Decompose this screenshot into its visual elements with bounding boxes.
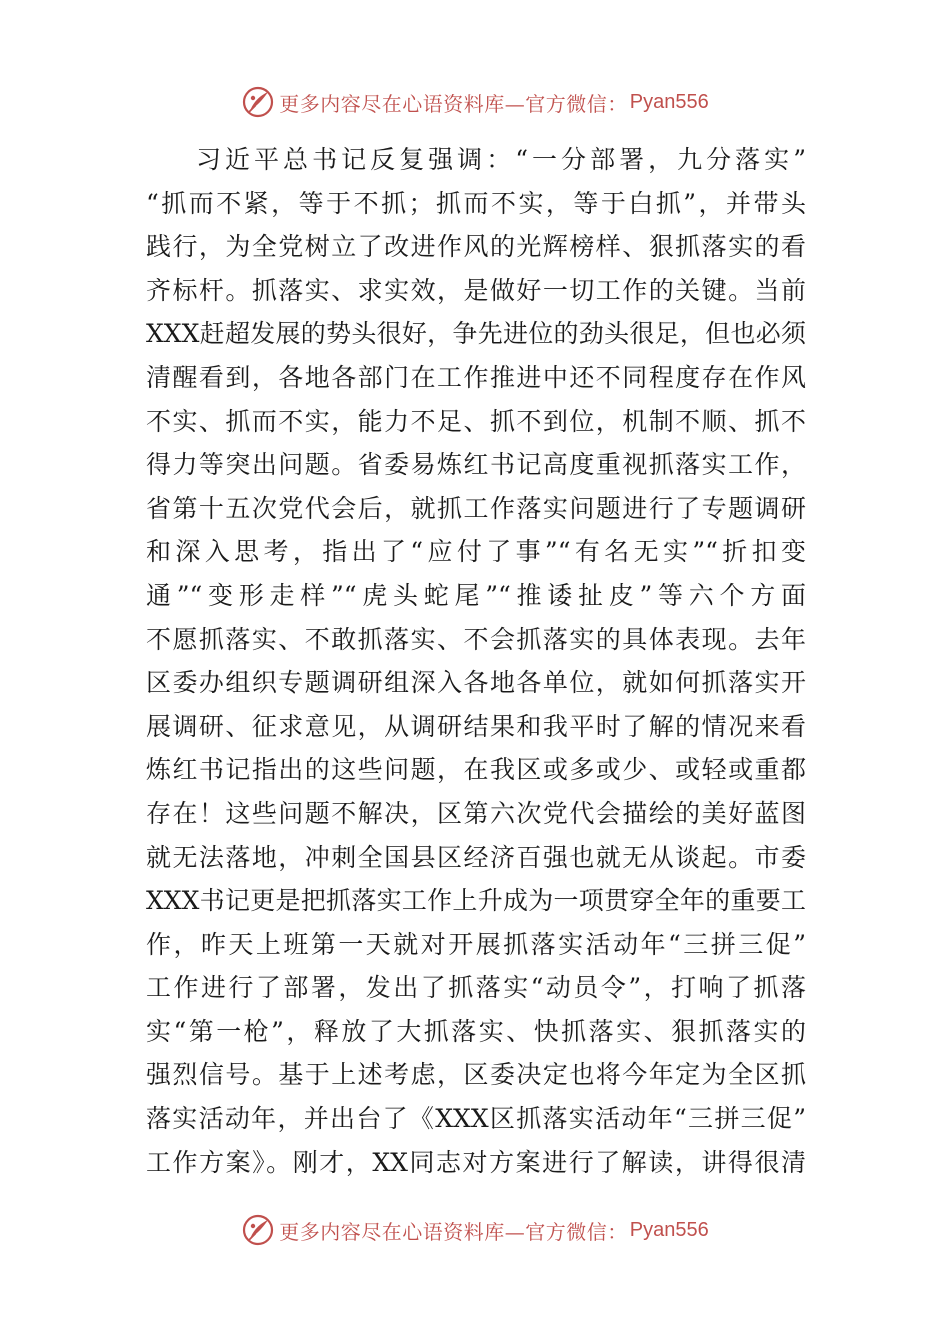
quill-logo-icon [241, 1213, 275, 1247]
body-line: 就无法落地，冲刺全国县区经济百强也就无从谈起。市委 [146, 842, 806, 872]
body-line: 清醒看到，各地各部门在工作推进中还不同程度存在作风 [146, 362, 806, 392]
body-line: 践行，为全党树立了改进作风的光辉榜样、狠抓落实的看 [146, 232, 806, 262]
body-line: 展调研、征求意见，从调研结果和我平时了解的情况来看 [146, 711, 806, 741]
body-line: 习近平总书记反复强调：“一分部署，九分落实” [196, 145, 806, 174]
body-line: 强烈信号。基于上述考虑，区委决定也将今年定为全区抓 [146, 1060, 806, 1090]
body-line: 工作方案》。刚才，XX同志对方案进行了解读，讲得很清 [146, 1147, 806, 1177]
body-line: 区委办组织专题调研组深入各地各单位，就如何抓落实开 [146, 668, 806, 698]
body-line: 省第十五次党代会后，就抓工作落实问题进行了专题调研 [146, 493, 806, 523]
header-wechat-id: Pyan556 [629, 90, 709, 113]
header-watermark-banner [0, 82, 950, 122]
body-line: 实“第一枪”，释放了大抓落实、快抓落实、狠抓落实的 [146, 1016, 806, 1046]
body-line: 得力等突出问题。省委易炼红书记高度重视抓落实工作， [146, 450, 806, 480]
body-line: 存在！这些问题不解决，区第六次党代会描绘的美好蓝图 [146, 798, 806, 828]
body-line: 工作进行了部署，发出了抓落实“动员令”，打响了抓落 [146, 973, 806, 1003]
body-line: 不愿抓落实、不敢抓落实、不会抓落实的具体表现。去年 [146, 624, 806, 654]
body-line: 通”“变形走样”“虎头蛇尾”“推诿扯皮”等六个方面 [146, 580, 806, 610]
footer-wechat-id: Pyan556 [629, 1218, 709, 1241]
body-line: 炼红书记指出的这些问题，在我区或多或少、或轻或重都 [146, 755, 806, 785]
body-line: 和深入思考，指出了“应付了事”“有名无实”“折扣变 [146, 537, 806, 567]
body-line: 落实活动年，并出台了《XXX区抓落实活动年“三拼三促” [146, 1104, 806, 1134]
header-banner-text: 更多内容尽在心语资料库—官方微信： [279, 91, 628, 116]
body-line: 不实、抓而不实，能力不足、抓不到位，机制不顺、抓不 [146, 406, 806, 436]
footer-watermark-banner [0, 1210, 950, 1250]
quill-logo-icon [241, 85, 275, 119]
body-line: “抓而不紧，等于不抓；抓而不实，等于白抓”，并带头 [146, 188, 806, 218]
body-line: XXX书记更是把抓落实工作上升成为一项贯穿全年的重要工 [146, 886, 806, 916]
body-line: XXX赶超发展的势头很好，争先进位的劲头很足，但也必须 [146, 319, 806, 349]
body-line: 作，昨天上班第一天就对开展抓落实活动年“三拼三促” [146, 929, 806, 959]
document-body [146, 138, 806, 1184]
body-line: 齐标杆。抓落实、求实效，是做好一切工作的关键。当前 [146, 275, 806, 305]
footer-banner-text: 更多内容尽在心语资料库—官方微信： [279, 1219, 628, 1244]
